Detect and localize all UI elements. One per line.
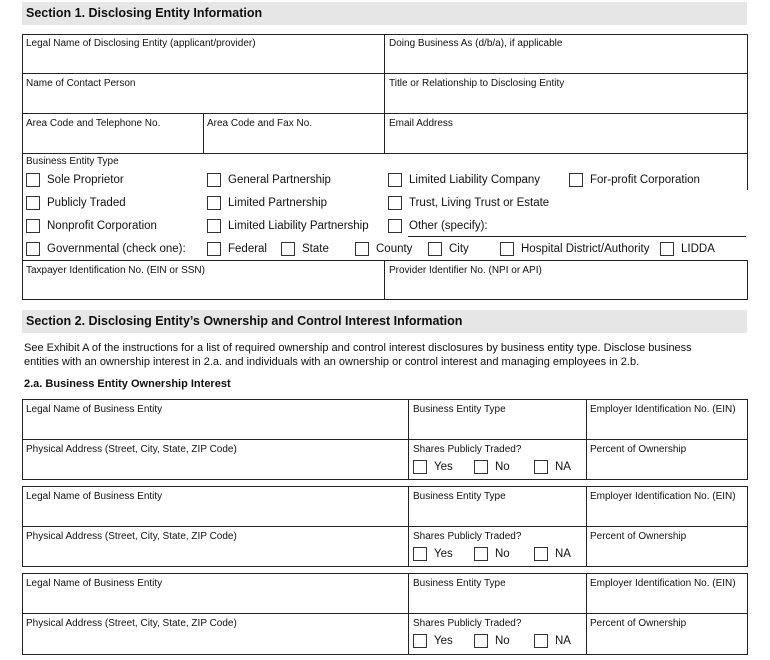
shares-no-checkbox[interactable]: No [474,632,510,649]
checkbox-box[interactable] [413,634,427,648]
telephone-field[interactable]: Area Code and Telephone No. [26,118,161,129]
state-checkbox[interactable]: State [281,240,329,257]
percent-ownership-field[interactable]: Percent of Ownership [590,618,687,629]
checkbox-box[interactable] [26,242,40,256]
trust-checkbox[interactable]: Trust, Living Trust or Estate [388,194,549,211]
ein-field[interactable]: Employer Identification No. (EIN) [590,578,736,589]
entity-legal-name-field[interactable]: Legal Name of Business Entity [26,578,163,589]
lidda-checkbox[interactable]: LIDDA [660,240,715,257]
llc-checkbox[interactable]: Limited Liability Company [388,171,540,188]
checkbox-box[interactable] [660,242,674,256]
checkbox-box[interactable] [388,173,402,187]
general-partnership-checkbox[interactable]: General Partnership [207,171,331,188]
title-relationship-field[interactable]: Title or Relationship to Disclosing Entity [389,78,565,89]
shares-no-checkbox[interactable]: No [474,545,510,562]
shares-yes-checkbox[interactable]: Yes [413,458,453,475]
shares-yes-checkbox[interactable]: Yes [413,545,453,562]
checkbox-box[interactable] [26,173,40,187]
entity-type-field[interactable]: Business Entity Type [413,404,506,415]
physical-address-field[interactable]: Physical Address (Street, City, State, ZIP Code) [26,531,237,542]
checkbox-box[interactable] [474,460,488,474]
provider-id-field[interactable]: Provider Identifier No. (NPI or API) [389,265,542,276]
shares-no-checkbox[interactable]: No [474,458,510,475]
physical-address-field[interactable]: Physical Address (Street, City, State, ZIP Code) [26,618,237,629]
checkbox-box[interactable] [534,634,548,648]
checkbox-box[interactable] [388,219,402,233]
city-checkbox[interactable]: City [428,240,469,257]
federal-checkbox[interactable]: Federal [207,240,267,257]
legal-name-field[interactable]: Legal Name of Disclosing Entity (applicant/provider) [26,38,256,49]
percent-ownership-field[interactable]: Percent of Ownership [590,531,687,542]
hospital-district-checkbox[interactable]: Hospital District/Authority [500,240,649,257]
tin-field[interactable]: Taxpayer Identification No. (EIN or SSN) [26,265,205,276]
limited-partnership-checkbox[interactable]: Limited Partnership [207,194,327,211]
instructions-line-2: entities with an ownership interest in 2.a. and individuals with an ownership or control interest and managing employees in 2.b. [24,356,640,368]
section1-contact-grid [22,34,748,154]
checkbox-box[interactable] [207,196,221,210]
checkbox-box[interactable] [534,547,548,561]
entity-type-label: Business Entity Type [26,156,119,167]
checkbox-box[interactable] [207,219,221,233]
county-checkbox[interactable]: County [355,240,412,257]
entity-legal-name-field[interactable]: Legal Name of Business Entity [26,491,163,502]
shares-na-checkbox[interactable]: NA [534,458,571,475]
checkbox-box[interactable] [474,634,488,648]
llp-checkbox[interactable]: Limited Liability Partnership [207,217,369,234]
for-profit-checkbox[interactable]: For-profit Corporation [569,171,700,188]
dba-field[interactable]: Doing Business As (d/b/a), if applicable [389,38,563,49]
checkbox-box[interactable] [388,196,402,210]
shares-na-checkbox[interactable]: NA [534,545,571,562]
sole-proprietor-checkbox[interactable]: Sole Proprietor [26,171,124,188]
checkbox-box[interactable] [428,242,442,256]
shares-traded-label: Shares Publicly Traded? [413,618,522,629]
checkbox-box[interactable] [413,460,427,474]
governmental-checkbox[interactable]: Governmental (check one): [26,240,186,257]
instructions-line-1: See Exhibit A of the instructions for a list of required ownership and control interest disclosures by business entity type. Disclose business [24,342,692,354]
fax-field[interactable]: Area Code and Fax No. [207,118,313,129]
checkbox-box[interactable] [26,196,40,210]
section1-title: Section 1. Disclosing Entity Information [22,2,747,25]
physical-address-field[interactable]: Physical Address (Street, City, State, ZIP Code) [26,444,237,455]
section2a-title: 2.a. Business Entity Ownership Interest [24,378,231,390]
entity-legal-name-field[interactable]: Legal Name of Business Entity [26,404,163,415]
contact-person-field[interactable]: Name of Contact Person [26,78,136,89]
checkbox-box[interactable] [26,219,40,233]
checkbox-box[interactable] [413,547,427,561]
shares-na-checkbox[interactable]: NA [534,632,571,649]
ein-field[interactable]: Employer Identification No. (EIN) [590,491,736,502]
entity-type-field[interactable]: Business Entity Type [413,491,506,502]
section2-title: Section 2. Disclosing Entity’s Ownership and Control Interest Information [22,310,747,333]
shares-traded-label: Shares Publicly Traded? [413,444,522,455]
checkbox-box[interactable] [474,547,488,561]
checkbox-box[interactable] [355,242,369,256]
publicly-traded-checkbox[interactable]: Publicly Traded [26,194,126,211]
checkbox-box[interactable] [281,242,295,256]
checkbox-box[interactable] [500,242,514,256]
percent-ownership-field[interactable]: Percent of Ownership [590,444,687,455]
checkbox-box[interactable] [207,173,221,187]
shares-yes-checkbox[interactable]: Yes [413,632,453,649]
checkbox-box[interactable] [569,173,583,187]
entity-type-field[interactable]: Business Entity Type [413,578,506,589]
checkbox-box[interactable] [534,460,548,474]
checkbox-box[interactable] [207,242,221,256]
shares-traded-label: Shares Publicly Traded? [413,531,522,542]
email-field[interactable]: Email Address [389,118,453,129]
other-checkbox[interactable]: Other (specify): [388,217,488,234]
nonprofit-checkbox[interactable]: Nonprofit Corporation [26,217,157,234]
ein-field[interactable]: Employer Identification No. (EIN) [590,404,736,415]
